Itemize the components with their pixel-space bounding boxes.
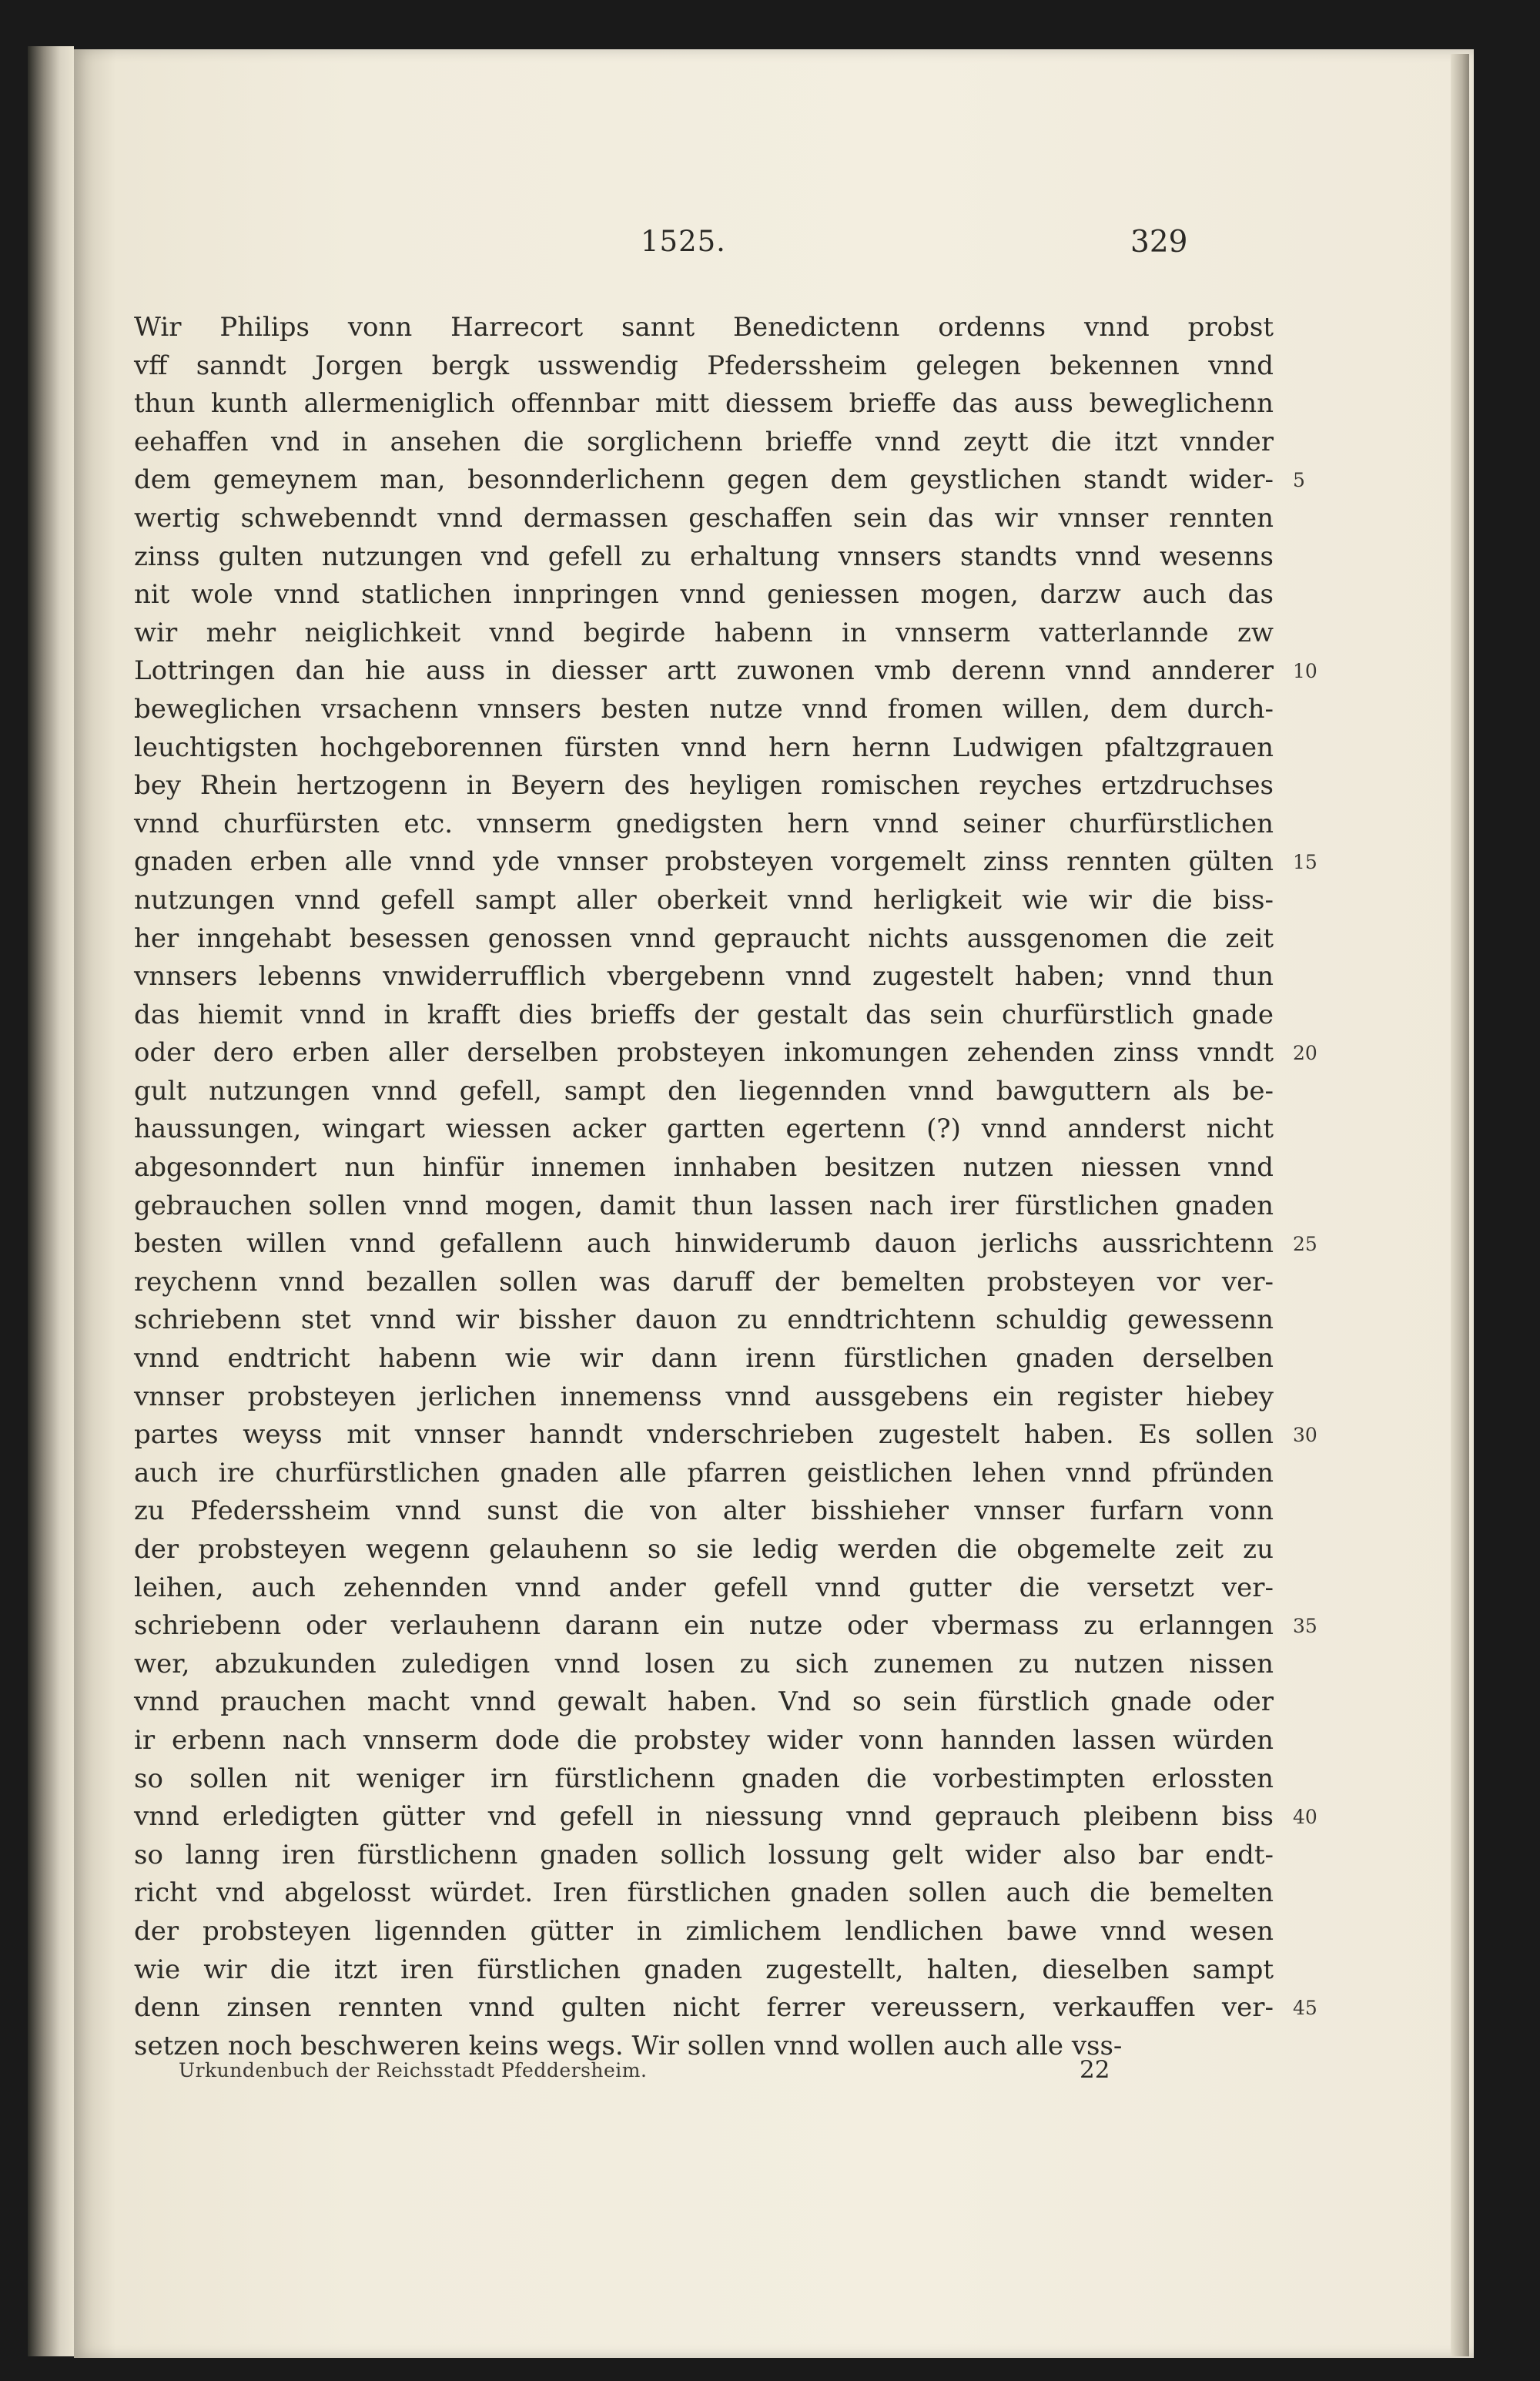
line-text: auch ire churfürstlichen gnaden alle pfarren geistlichen lehen vnnd pfründen: [134, 1457, 1274, 1489]
line-number: 15: [1293, 851, 1317, 874]
line-text: der probsteyen wegenn gelauhenn so sie ledig werden die obgemelte zeit zu: [134, 1534, 1274, 1565]
text-line: [134, 1416, 1317, 1455]
text-line: [134, 1683, 1274, 1722]
page-number: 329: [1130, 225, 1188, 260]
text-line: [134, 958, 1274, 996]
text-line: [134, 1760, 1274, 1799]
line-text: thun kunth allermeniglich offennbar mitt diessem brieffe das auss beweglichenn: [134, 388, 1274, 420]
line-text: wie wir die itzt iren fürstlichen gnaden zugestellt, halten, dieselben sampt: [134, 1954, 1274, 1985]
line-text: denn zinsen rennten vnnd gulten nicht ferrer vereussern, verkauffen ver-: [134, 1992, 1274, 2024]
footer-source-title: Urkundenbuch der Reichsstadt Pfeddersheim.: [179, 2059, 648, 2081]
line-text: leuchtigsten hochgeborennen fürsten vnnd hern hernn Ludwigen pfaltzgrauen: [134, 732, 1274, 763]
line-text: vnnd erledigten gütter vnd gefell in niessung vnnd geprauch pleibenn biss: [134, 1801, 1274, 1833]
text-line: [134, 1874, 1274, 1913]
line-text: der probsteyen ligennden gütter in zimlichem lendlichen bawe vnnd wesen: [134, 1915, 1274, 1947]
text-line: [134, 1073, 1274, 1111]
line-text: das hiemit vnnd in krafft dies brieffs der gestalt das sein churfürstlich gnade: [134, 999, 1274, 1030]
line-text: wer, abzukunden zuledigen vnnd losen zu sich zunemen zu nutzen nissen: [134, 1648, 1274, 1679]
line-text: dem gemeynem man, besonnderlichenn gegen dem geystlichen standt wider-: [134, 464, 1274, 496]
line-text: vff sanndt Jorgen bergk usswendig Pfederssheim gelegen bekennen vnnd: [134, 350, 1274, 381]
text-line: [134, 538, 1274, 577]
line-text: abgesonndert nun hinfür innemen innhaben besitzen nutzen niessen vnnd: [134, 1152, 1274, 1184]
text-line: [134, 1913, 1274, 1951]
line-number: 20: [1293, 1042, 1317, 1065]
line-text: richt vnd abgelosst würdet. Iren fürstlichen gnaden sollen auch die bemelten: [134, 1877, 1274, 1909]
text-line: [134, 1149, 1274, 1187]
text-line: [134, 882, 1274, 920]
line-text: gult nutzungen vnnd gefell, sampt den liegennden vnnd bawguttern als be-: [134, 1075, 1274, 1107]
text-line: [134, 385, 1274, 424]
line-text: eehaffen vnd in ansehen die sorglichenn brieffe vnnd zeytt die itzt vnnder: [134, 426, 1274, 457]
text-line: [134, 615, 1274, 653]
signature-number: 22: [1080, 2056, 1110, 2084]
line-text: haussungen, wingart wiessen acker gartten egertenn (?) vnnd annderst nicht: [134, 1113, 1274, 1145]
text-line: [134, 1837, 1274, 1875]
text-line: [134, 1798, 1317, 1837]
text-line: [134, 996, 1274, 1035]
text-line: [134, 843, 1317, 882]
text-line: [134, 767, 1274, 805]
text-line: [134, 1034, 1317, 1073]
line-number: 40: [1293, 1806, 1317, 1829]
line-text: partes weyss mit vnnser hanndt vnderschrieben zugestelt haben. Es sollen: [134, 1419, 1274, 1451]
text-line: [134, 1607, 1317, 1646]
line-text: vnnser probsteyen jerlichen innemenss vnnd aussgebens ein register hiebey: [134, 1381, 1274, 1412]
line-text: vnnd endtricht habenn wie wir dann irenn fürstlichen gnaden derselben: [134, 1343, 1274, 1375]
text-line: [134, 347, 1274, 386]
line-text: wertig schwebenndt vnnd dermassen geschaffen sein das wir vnnser rennten: [134, 502, 1274, 534]
document-body: [134, 309, 1317, 2065]
line-text: vnnd prauchen macht vnnd gewalt haben. Vnd so sein fürstlich gnade oder: [134, 1686, 1274, 1718]
text-line: [134, 691, 1274, 729]
text-line: [134, 1187, 1274, 1226]
line-text: bey Rhein hertzogenn in Beyern des heyligen romischen reyches ertzdruchses: [134, 770, 1274, 802]
text-line: [134, 1492, 1274, 1531]
line-text: Wir Philips vonn Harrecort sannt Benedictenn ordenns vnnd probst: [134, 312, 1274, 343]
text-line: [134, 1722, 1274, 1760]
line-text: so sollen nit weniger irn fürstlichenn gnaden die vorbestimpten erlossten: [134, 1763, 1274, 1794]
text-line: [134, 1340, 1274, 1378]
text-line: [134, 1378, 1274, 1417]
line-text: schriebenn stet vnnd wir bissher dauon zu enndtrichtenn schuldig gewessenn: [134, 1304, 1274, 1336]
line-number: 10: [1293, 660, 1317, 683]
line-text: nutzungen vnnd gefell sampt aller oberkeit vnnd herligkeit wie wir die biss-: [134, 884, 1274, 916]
line-number: 35: [1293, 1615, 1317, 1638]
text-line: [134, 1951, 1274, 1990]
line-text: nit wole vnnd statlichen innpringen vnnd geniessen mogen, darzw auch das: [134, 579, 1274, 611]
line-text: schriebenn oder verlauhenn darann ein nutze oder vbermass zu erlanngen: [134, 1610, 1274, 1642]
text-line: [134, 652, 1317, 691]
text-line: [134, 729, 1274, 768]
page-fore-edge: [1451, 54, 1469, 2356]
line-text: gnaden erben alle vnnd yde vnnser probsteyen vorgemelt zinss rennten gülten: [134, 846, 1274, 878]
line-text: Lottringen dan hie auss in diesser artt zuwonen vmb derenn vnnd annderer: [134, 655, 1274, 687]
line-text: wir mehr neiglichkeit vnnd begirde habenn in vnnserm vatterlannde zw: [134, 617, 1274, 648]
text-line: [134, 1646, 1274, 1684]
line-text: her inngehabt besessen genossen vnnd gepraucht nichts aussgenomen die zeit: [134, 923, 1274, 954]
text-line: [134, 1531, 1274, 1569]
text-line: [134, 805, 1274, 844]
text-line: [134, 1225, 1317, 1264]
line-text: vnnd churfürsten etc. vnnserm gnedigsten hern vnnd seiner churfürstlichen: [134, 808, 1274, 839]
line-number: 45: [1293, 1997, 1317, 2020]
text-line: [134, 424, 1274, 462]
line-text: leihen, auch zehennden vnnd ander gefell vnnd gutter die versetzt ver-: [134, 1572, 1274, 1603]
line-number: 5: [1293, 469, 1305, 492]
line-text: vnnsers lebenns vnwiderrufflich vbergebenn vnnd zugestelt haben; vnnd thun: [134, 961, 1274, 993]
text-line: [134, 309, 1274, 347]
text-line: [134, 1455, 1274, 1493]
line-text: oder dero erben aller derselben probsteyen inkomungen zehenden zinss vnndt: [134, 1037, 1274, 1069]
text-line: [134, 461, 1305, 500]
text-line: [134, 1264, 1274, 1302]
text-line: [134, 1569, 1274, 1608]
text-line: [134, 1989, 1317, 2028]
page-year: 1525.: [641, 225, 726, 258]
line-number: 30: [1293, 1424, 1317, 1447]
line-text: gebrauchen sollen vnnd mogen, damit thun lassen nach irer fürstlichen gnaden: [134, 1190, 1274, 1221]
line-text: zinss gulten nutzungen vnd gefell zu erhaltung vnnsers standts vnnd wesenns: [134, 541, 1274, 572]
text-line: [134, 1110, 1274, 1149]
text-line: [134, 500, 1274, 538]
line-text: beweglichen vrsachenn vnnsers besten nutze vnnd fromen willen, dem durch-: [134, 693, 1274, 725]
line-text: zu Pfederssheim vnnd sunst die von alter bisshieher vnnser furfarn vonn: [134, 1495, 1274, 1527]
line-number: 25: [1293, 1233, 1317, 1256]
text-line: [134, 1301, 1274, 1340]
line-text: ir erbenn nach vnnserm dode die probstey wider vonn hannden lassen würden: [134, 1724, 1274, 1756]
line-text: so lanng iren fürstlichenn gnaden sollich lossung gelt wider also bar endt-: [134, 1839, 1274, 1870]
line-text: reychenn vnnd bezallen sollen was daruff der bemelten probsteyen vor ver-: [134, 1266, 1274, 1298]
text-line: [134, 920, 1274, 959]
left-page-edge: [28, 46, 74, 2356]
text-line: [134, 576, 1274, 615]
line-text: besten willen vnnd gefallenn auch hinwiderumb dauon jerlichs aussrichtenn: [134, 1228, 1274, 1260]
line-text: setzen noch beschweren keins wegs. Wir sollen vnnd wollen auch alle vss-: [134, 2030, 1123, 2061]
